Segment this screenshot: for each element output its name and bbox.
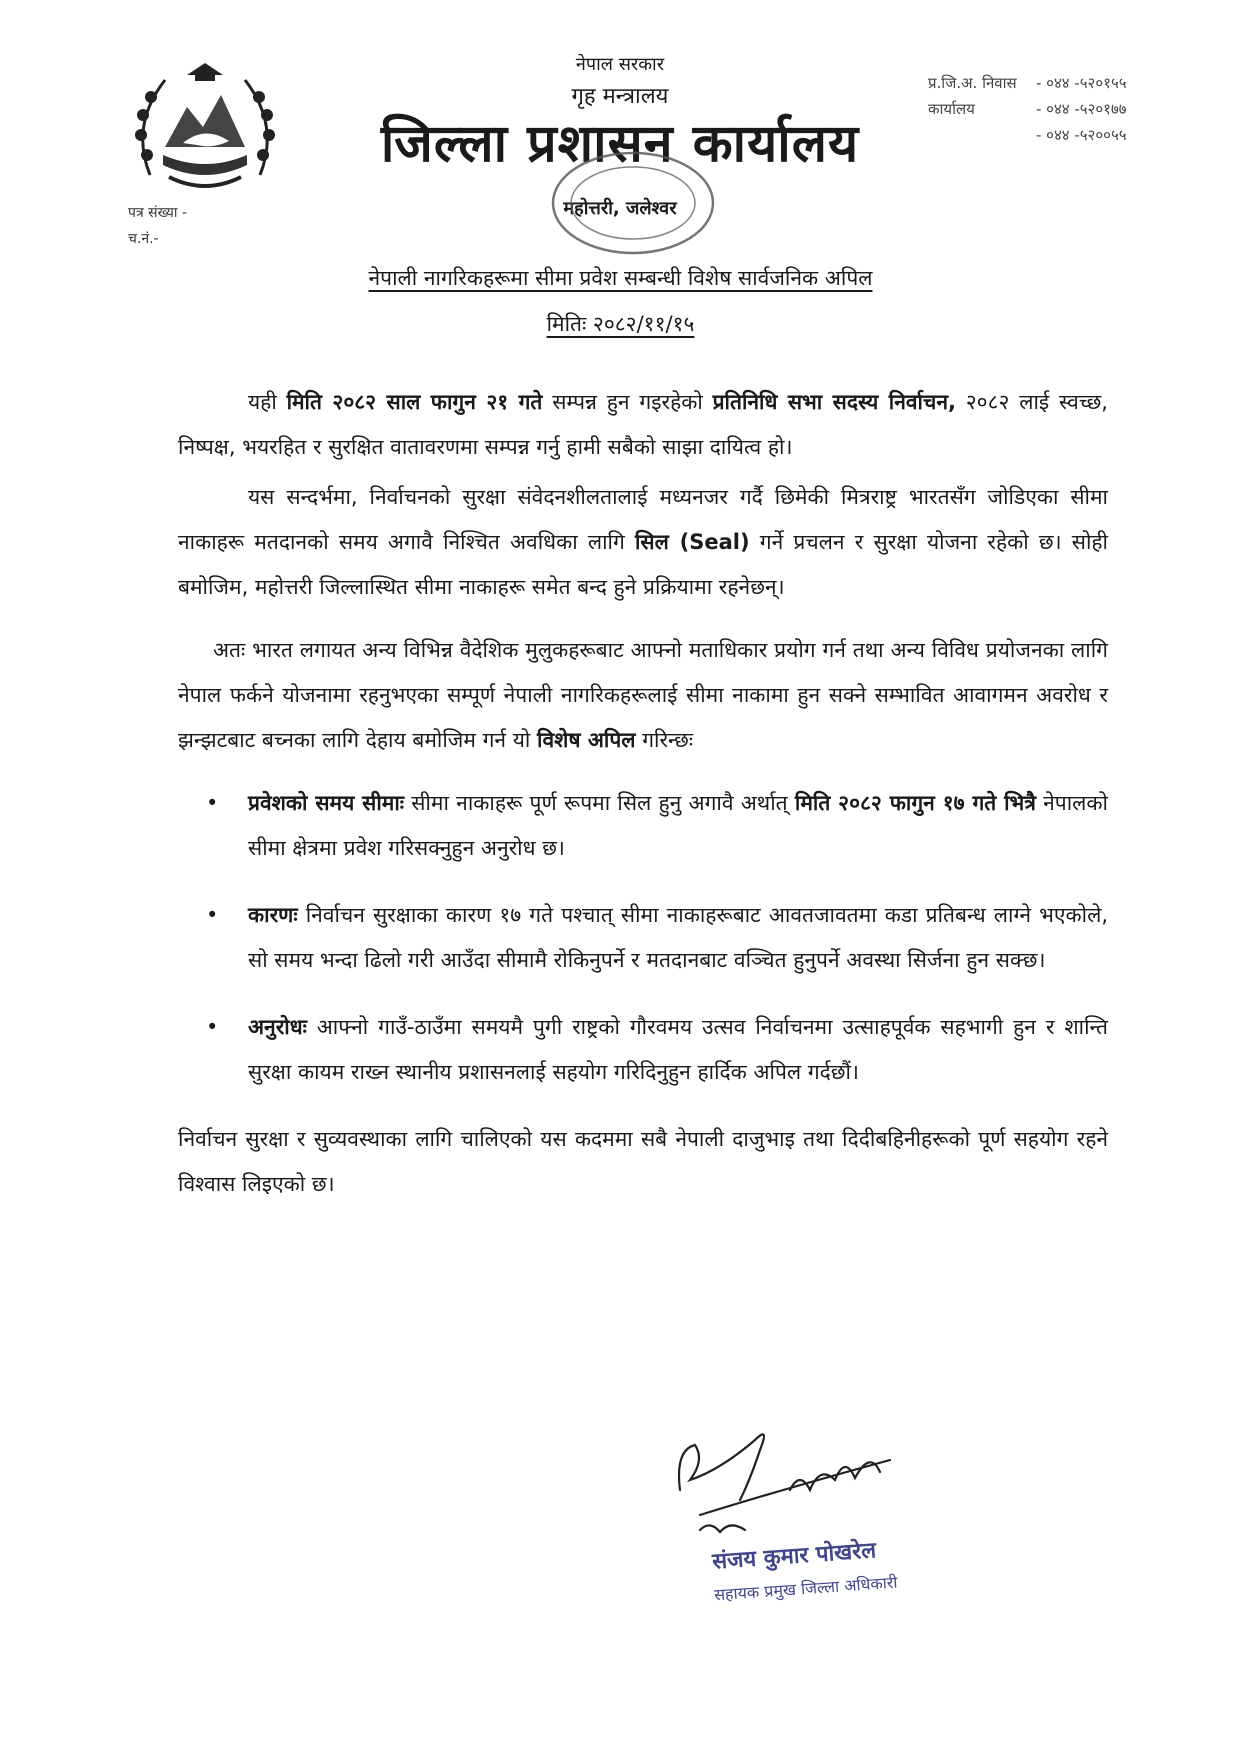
office-seal-stamp	[538, 145, 728, 260]
phone-row	[928, 70, 1127, 96]
bullet-heading: प्रवेशको समय सीमाः	[248, 791, 405, 815]
bold-text: प्रतिनिधि सभा सदस्य निर्वाचन,	[712, 390, 956, 414]
notice-date: मितिः २०८२/११/१५	[546, 312, 695, 336]
dispatch-number: च.नं.-	[128, 231, 159, 247]
list-item	[206, 1005, 1108, 1095]
appeal-bullets	[178, 781, 1108, 1095]
signatory-title: सहायक प्रमुख जिल्ला अधिकारी	[713, 1572, 899, 1605]
text: आफ्नो गाउँ-ठाउँमा समयमै पुगी राष्ट्रको गौरवमय उत्सव निर्वाचनमा उत्साहपूर्वक सहभागी हुन र शान्ति सुरक्षा कायम राख्न स्थानीय प्रशासनलाई सहयोग गरिदिनुहुन हार्दिक अपिल गर्दछौं।	[248, 1015, 1108, 1084]
signatory-name: संजय कुमार पोखरेल	[711, 1538, 877, 1575]
phone-row	[928, 122, 1127, 148]
paragraph-3	[178, 628, 1108, 763]
nepal-emblem-icon	[125, 55, 285, 195]
phone-row	[928, 96, 1127, 122]
bold-text: सिल (Seal)	[634, 530, 750, 554]
phone-number: - ०४४ -५२०१७७	[1036, 100, 1127, 118]
government-name: नेपाल सरकार	[575, 54, 665, 75]
notice-subject: नेपाली नागरिकहरूमा सीमा प्रवेश सम्बन्धी विशेष सार्वजनिक अपिल	[368, 266, 873, 290]
letter-number: पत्र संख्या -	[128, 205, 188, 221]
bullet-icon: •	[206, 1015, 219, 1039]
paragraph-2	[178, 475, 1108, 610]
handwritten-signature	[660, 1420, 940, 1550]
bold-text: मिति २०८२ फागुन १७ गते भित्रै	[794, 791, 1036, 815]
office-title: जिल्ला प्रशासन कार्यालय	[380, 114, 860, 174]
notice-body	[178, 380, 1108, 1207]
text: गरिन्छः	[635, 728, 694, 752]
phone-number: - ०४४ -५२००५५	[1036, 126, 1127, 144]
text: यस सन्दर्भमा, निर्वाचनको सुरक्षा संवेदनशीलतालाई मध्यनजर गर्दै छिमेकी मित्रराष्ट्र भारतसँग जोडिएका सीमा नाकाहरू मतदानको समय अगावै निश्चित अवधिका लागि	[178, 485, 1108, 554]
text: निर्वाचन सुरक्षाका कारण १७ गते पश्चात् सीमा नाकाहरूबाट आवतजावतमा कडा प्रतिबन्ध लाग्ने भएकोले, सो समय भन्दा ढिलो गरी आउँदा सीमामै रोकिनुपर्ने र मतदानबाट वञ्चित हुनुपर्ने अवस्था सिर्जना हुन सक्छ।	[248, 903, 1108, 972]
list-item	[206, 893, 1108, 983]
bullet-heading: कारणः	[248, 903, 298, 927]
phone-label: कार्यालय	[928, 100, 975, 118]
paragraph-1	[178, 380, 1108, 470]
office-address: महोत्तरी, जलेश्वर	[563, 198, 677, 219]
contact-phones	[928, 70, 1127, 148]
ministry-name: गृह मन्त्रालय	[571, 84, 669, 109]
phone-number: - ०४४ -५२०१५५	[1036, 74, 1127, 92]
bold-text: विशेष अपिल	[537, 728, 636, 752]
bullet-heading: अनुरोधः	[248, 1015, 307, 1039]
paragraph-4: निर्वाचन सुरक्षा र सुव्यवस्थाका लागि चालिएको यस कदममा सबै नेपाली दाजुभाइ तथा दिदीबहिनीहरूको पूर्ण सहयोग रहने विश्वास लिइएको छ।	[178, 1127, 1108, 1196]
bold-text: मिति २०८२ साल फागुन २१ गते	[286, 390, 543, 414]
text: २०८२ लाई स्वच्छ, निष्पक्ष, भयरहित र सुरक्षित वातावरणमा सम्पन्न गर्नु हामी सबैको साझा दायित्व हो।	[178, 390, 1108, 459]
text: नेपालको सीमा क्षेत्रमा प्रवेश गरिसक्नुहुन अनुरोध छ।	[248, 791, 1108, 860]
text: अतः भारत लगायत अन्य विभिन्न वैदेशिक मुलुकहरूबाट आफ्नो मताधिकार प्रयोग गर्न तथा अन्य विविध प्रयोजनका लागि नेपाल फर्कने योजनामा रहनुभएका सम्पूर्ण नेपाली नागरिकहरूलाई सीमा नाकामा हुन सक्ने सम्भावित आवागमन अवरोध र झन्झटबाट बच्नका लागि देहाय बमोजिम गर्न यो	[178, 638, 1108, 752]
phone-label	[928, 122, 1036, 148]
text: गर्ने प्रचलन र सुरक्षा योजना रहेको छ। सोही बमोजिम, महोत्तरी जिल्लास्थित सीमा नाकाहरू समेत बन्द हुने प्रक्रियामा रहनेछन्।	[178, 530, 1108, 599]
text: सम्पन्न हुन गइरहेको	[542, 390, 713, 414]
bullet-icon: •	[206, 791, 219, 815]
text: सीमा नाकाहरू पूर्ण रूपमा सिल हुनु अगावै अर्थात्	[404, 791, 795, 815]
text: यही	[248, 390, 287, 414]
phone-label: प्र.जि.अ. निवास	[928, 74, 1017, 92]
reference-numbers	[128, 200, 187, 252]
list-item	[206, 781, 1108, 871]
bullet-icon: •	[206, 903, 219, 927]
